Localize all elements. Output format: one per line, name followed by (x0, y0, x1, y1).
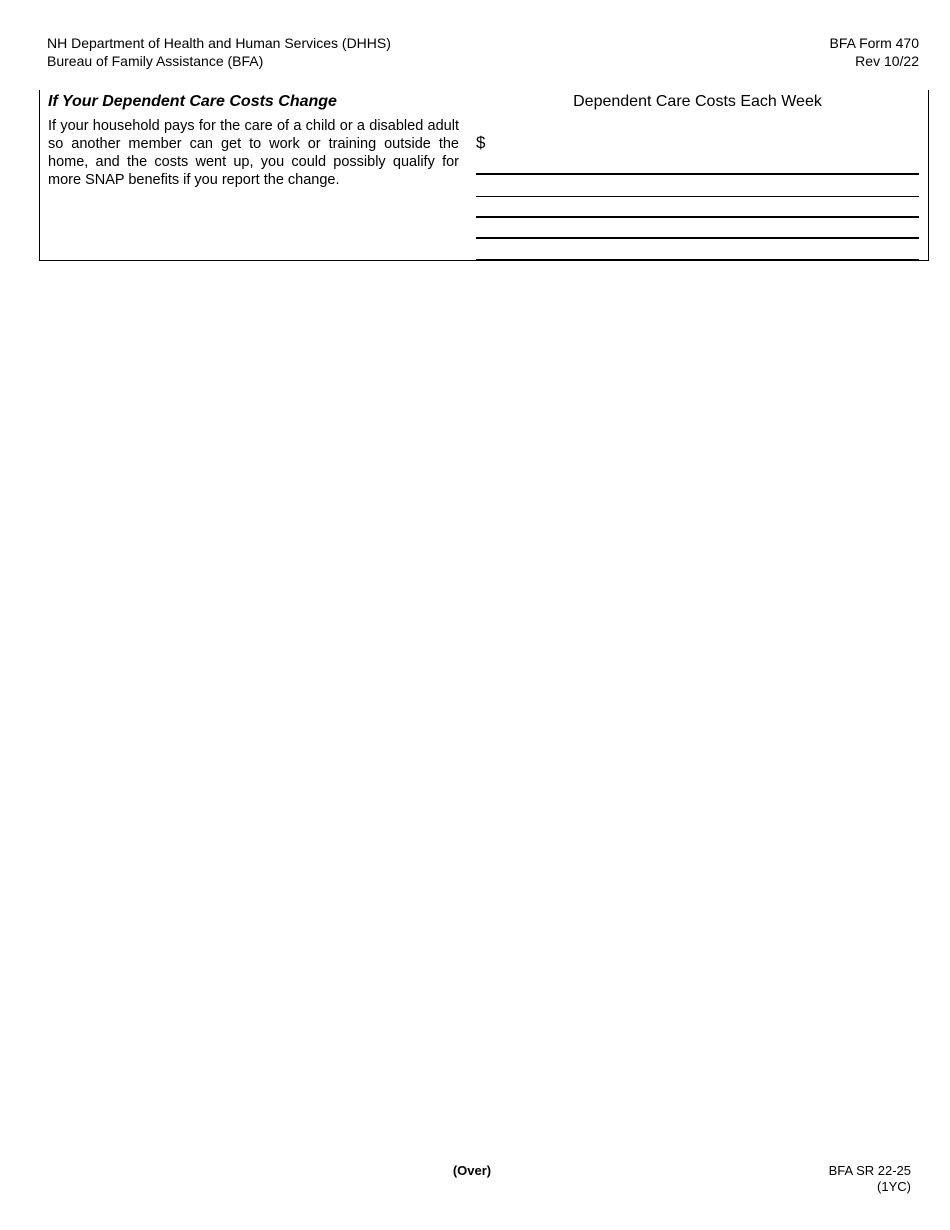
header-left (47, 34, 391, 70)
entry-line-2 (476, 196, 919, 197)
dollar-sign: $ (476, 133, 486, 152)
costs-heading: Dependent Care Costs Each Week (573, 93, 822, 110)
section-title: If Your Dependent Care Costs Change (48, 93, 337, 110)
agency-name: NH Department of Health and Human Services (DHHS) (47, 35, 391, 51)
form-number: BFA Form 470 (829, 35, 919, 51)
header-right (830, 34, 919, 70)
sr-number: BFA SR 22-25 (828, 1163, 911, 1178)
footer-right (829, 1163, 911, 1195)
weekly-cost-input[interactable] (492, 132, 919, 172)
entry-line-4 (476, 237, 919, 239)
sr-code: (1YC) (877, 1179, 911, 1194)
entry-line-3 (476, 216, 919, 218)
form-revision: Rev 10/22 (855, 53, 919, 69)
section-description: If your household pays for the care of a child or a disabled adult so another member can get to work or training outside the home, and the costs went up, you could possibly qualify for more SNAP benefits if you report the change. (48, 118, 459, 188)
footer-over (0, 1163, 950, 1179)
bureau-name: Bureau of Family Assistance (BFA) (47, 53, 264, 69)
over-label: (Over) (452, 1163, 492, 1178)
entry-line-1 (476, 173, 919, 175)
entry-line-5 (476, 259, 919, 260)
